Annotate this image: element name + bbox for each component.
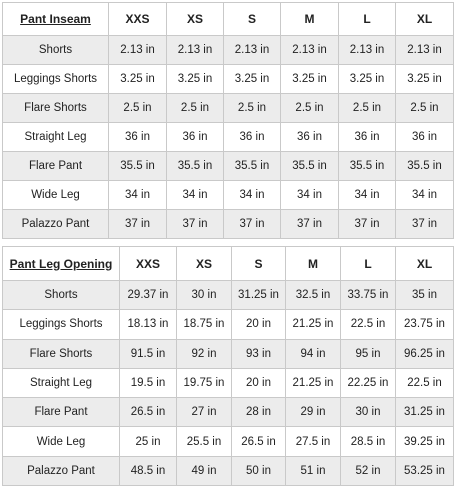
table-title: Pant Inseam: [3, 3, 109, 36]
table-row: [3, 210, 454, 239]
measurement-cell: 35.5 in: [109, 152, 167, 181]
measurement-cell: 20 in: [232, 368, 286, 397]
measurement-cell: 19.75 in: [177, 368, 232, 397]
measurement-cell: 35.5 in: [396, 152, 454, 181]
measurement-cell: 37 in: [281, 210, 339, 239]
measurement-cell: 37 in: [396, 210, 454, 239]
measurement-cell: 36 in: [224, 123, 281, 152]
size-header: XL: [396, 3, 454, 36]
table-row: [3, 398, 454, 427]
measurement-cell: 34 in: [224, 181, 281, 210]
measurement-cell: 33.75 in: [341, 281, 396, 310]
measurement-cell: 32.5 in: [286, 281, 341, 310]
table-row: [3, 36, 454, 65]
row-label: Leggings Shorts: [3, 65, 109, 94]
measurement-cell: 50 in: [232, 456, 286, 485]
measurement-cell: 2.13 in: [339, 36, 396, 65]
measurement-cell: 22.5 in: [341, 310, 396, 339]
measurement-cell: 34 in: [396, 181, 454, 210]
measurement-cell: 2.5 in: [167, 94, 224, 123]
measurement-cell: 35.5 in: [281, 152, 339, 181]
measurement-cell: 2.13 in: [281, 36, 339, 65]
measurement-cell: 48.5 in: [120, 456, 177, 485]
measurement-cell: 96.25 in: [396, 339, 454, 368]
measurement-cell: 3.25 in: [281, 65, 339, 94]
measurement-cell: 39.25 in: [396, 427, 454, 456]
table-row: [3, 65, 454, 94]
table-row: [3, 94, 454, 123]
measurement-cell: 35.5 in: [167, 152, 224, 181]
measurement-cell: 18.13 in: [120, 310, 177, 339]
measurement-cell: 34 in: [281, 181, 339, 210]
measurement-cell: 2.5 in: [224, 94, 281, 123]
measurement-cell: 3.25 in: [339, 65, 396, 94]
measurement-cell: 52 in: [341, 456, 396, 485]
measurement-cell: 30 in: [177, 281, 232, 310]
measurement-cell: 29 in: [286, 398, 341, 427]
pant-leg-opening-table: [2, 246, 454, 486]
table-row: [3, 339, 454, 368]
measurement-cell: 21.25 in: [286, 368, 341, 397]
measurement-cell: 28.5 in: [341, 427, 396, 456]
measurement-cell: 36 in: [339, 123, 396, 152]
measurement-cell: 94 in: [286, 339, 341, 368]
measurement-cell: 2.13 in: [224, 36, 281, 65]
measurement-cell: 95 in: [341, 339, 396, 368]
row-label: Wide Leg: [3, 427, 120, 456]
measurement-cell: 3.25 in: [224, 65, 281, 94]
measurement-cell: 34 in: [339, 181, 396, 210]
measurement-cell: 26.5 in: [120, 398, 177, 427]
measurement-cell: 53.25 in: [396, 456, 454, 485]
size-header: L: [339, 3, 396, 36]
size-header: XS: [167, 3, 224, 36]
measurement-cell: 21.25 in: [286, 310, 341, 339]
pant-inseam-table: [2, 2, 454, 239]
measurement-cell: 93 in: [232, 339, 286, 368]
size-header: XXS: [120, 247, 177, 281]
measurement-cell: 22.5 in: [396, 368, 454, 397]
measurement-cell: 2.5 in: [109, 94, 167, 123]
table-row: [3, 456, 454, 485]
row-label: Flare Shorts: [3, 339, 120, 368]
measurement-cell: 28 in: [232, 398, 286, 427]
measurement-cell: 2.5 in: [396, 94, 454, 123]
measurement-cell: 36 in: [396, 123, 454, 152]
measurement-cell: 2.13 in: [167, 36, 224, 65]
row-label: Wide Leg: [3, 181, 109, 210]
table-row: [3, 181, 454, 210]
table-title: Pant Leg Opening: [3, 247, 120, 281]
measurement-cell: 26.5 in: [232, 427, 286, 456]
size-header: S: [224, 3, 281, 36]
measurement-cell: 36 in: [109, 123, 167, 152]
measurement-cell: 27.5 in: [286, 427, 341, 456]
table-row: [3, 368, 454, 397]
table-row: [3, 123, 454, 152]
row-label: Shorts: [3, 36, 109, 65]
measurement-cell: 25 in: [120, 427, 177, 456]
measurement-cell: 31.25 in: [232, 281, 286, 310]
measurement-cell: 35.5 in: [339, 152, 396, 181]
measurement-cell: 37 in: [167, 210, 224, 239]
size-header: S: [232, 247, 286, 281]
row-label: Palazzo Pant: [3, 456, 120, 485]
measurement-cell: 37 in: [109, 210, 167, 239]
row-label: Shorts: [3, 281, 120, 310]
measurement-cell: 30 in: [341, 398, 396, 427]
size-header: XS: [177, 247, 232, 281]
measurement-cell: 3.25 in: [396, 65, 454, 94]
measurement-cell: 22.25 in: [341, 368, 396, 397]
measurement-cell: 3.25 in: [167, 65, 224, 94]
measurement-cell: 51 in: [286, 456, 341, 485]
measurement-cell: 92 in: [177, 339, 232, 368]
table-header-row: [3, 247, 454, 281]
measurement-cell: 2.13 in: [109, 36, 167, 65]
table-header-row: [3, 3, 454, 36]
measurement-cell: 49 in: [177, 456, 232, 485]
measurement-cell: 34 in: [109, 181, 167, 210]
measurement-cell: 20 in: [232, 310, 286, 339]
size-header: XXS: [109, 3, 167, 36]
row-label: Leggings Shorts: [3, 310, 120, 339]
measurement-cell: 25.5 in: [177, 427, 232, 456]
row-label: Flare Pant: [3, 152, 109, 181]
size-header: XL: [396, 247, 454, 281]
measurement-cell: 23.75 in: [396, 310, 454, 339]
row-label: Straight Leg: [3, 123, 109, 152]
row-label: Flare Shorts: [3, 94, 109, 123]
size-header: M: [286, 247, 341, 281]
measurement-cell: 29.37 in: [120, 281, 177, 310]
measurement-cell: 31.25 in: [396, 398, 454, 427]
measurement-cell: 34 in: [167, 181, 224, 210]
row-label: Palazzo Pant: [3, 210, 109, 239]
measurement-cell: 91.5 in: [120, 339, 177, 368]
measurement-cell: 36 in: [167, 123, 224, 152]
table-row: [3, 281, 454, 310]
table-row: [3, 152, 454, 181]
table-row: [3, 310, 454, 339]
row-label: Flare Pant: [3, 398, 120, 427]
measurement-cell: 18.75 in: [177, 310, 232, 339]
measurement-cell: 35.5 in: [224, 152, 281, 181]
measurement-cell: 35 in: [396, 281, 454, 310]
measurement-cell: 2.5 in: [339, 94, 396, 123]
measurement-cell: 37 in: [224, 210, 281, 239]
measurement-cell: 2.13 in: [396, 36, 454, 65]
row-label: Straight Leg: [3, 368, 120, 397]
measurement-cell: 2.5 in: [281, 94, 339, 123]
measurement-cell: 36 in: [281, 123, 339, 152]
size-header: M: [281, 3, 339, 36]
measurement-cell: 27 in: [177, 398, 232, 427]
measurement-cell: 3.25 in: [109, 65, 167, 94]
measurement-cell: 37 in: [339, 210, 396, 239]
table-row: [3, 427, 454, 456]
size-header: L: [341, 247, 396, 281]
measurement-cell: 19.5 in: [120, 368, 177, 397]
